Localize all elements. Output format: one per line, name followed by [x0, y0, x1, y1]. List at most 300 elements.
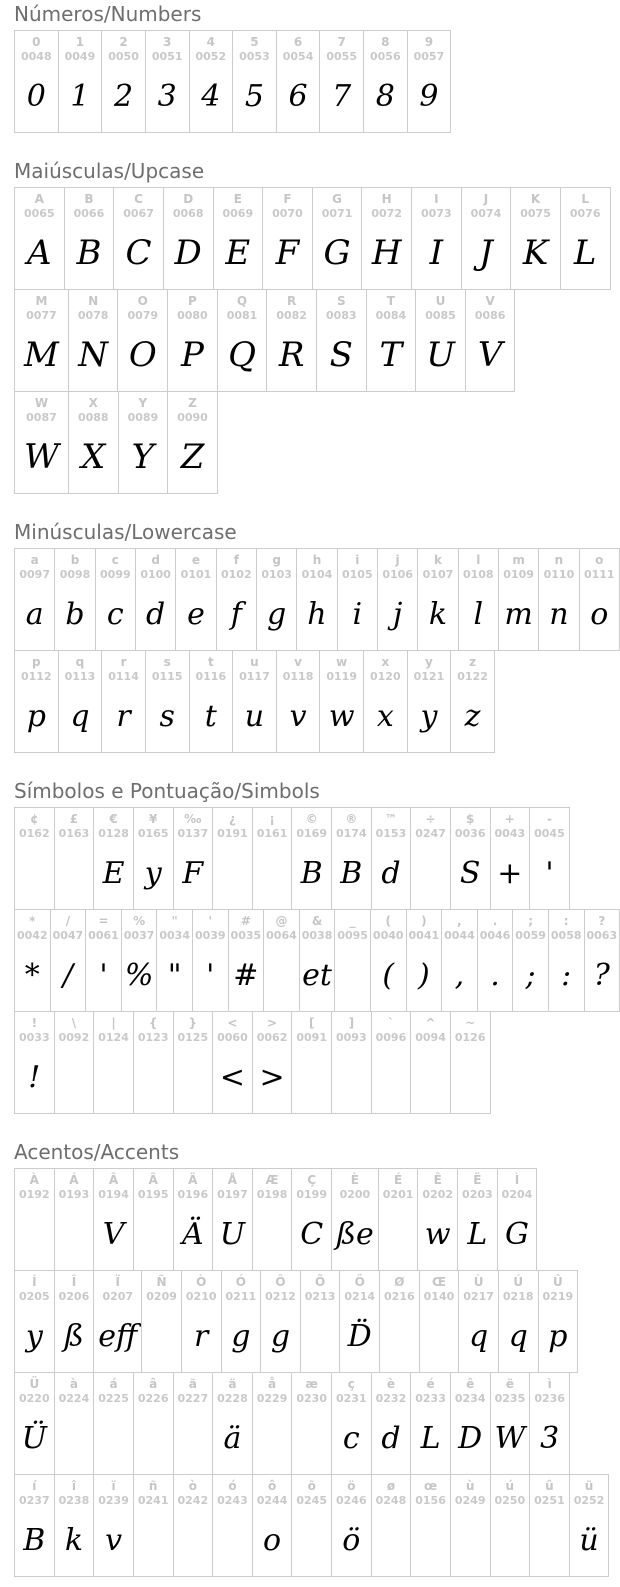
cell-char-label: ë: [506, 1377, 514, 1392]
cell-char-label: 8: [381, 35, 389, 50]
cell-glyph: ,: [455, 947, 465, 1003]
glyph-cell-0099: [95, 548, 136, 651]
cell-char-label: 3: [163, 35, 171, 50]
cell-char-label: 1: [76, 35, 84, 50]
cell-unicode-code: 0212: [265, 1290, 296, 1304]
cell-unicode-code: 0085: [425, 309, 456, 323]
cell-unicode-code: 0211: [226, 1290, 257, 1304]
cell-glyph: +: [497, 845, 522, 901]
cell-char-label: Ø: [394, 1275, 404, 1290]
cell-unicode-code: 0234: [455, 1392, 486, 1406]
cell-unicode-code: 0095: [337, 929, 368, 943]
glyph-cell-0211: [221, 1270, 262, 1373]
cell-char-label: =: [98, 914, 108, 929]
cell-char-label: Ê: [434, 1173, 442, 1188]
cell-char-label: e: [192, 553, 200, 568]
glyph-cell-0213: [300, 1270, 341, 1373]
cell-unicode-code: 0191: [217, 827, 248, 841]
cell-char-label: Ç: [307, 1173, 316, 1188]
cell-glyph: v: [290, 688, 307, 744]
cell-unicode-code: 0103: [261, 568, 292, 582]
cell-char-label: o: [595, 553, 603, 568]
cell-char-label: Œ: [432, 1275, 446, 1290]
glyph-cell-0049: [58, 30, 103, 133]
glyph-cell-0072: [361, 187, 412, 290]
glyph-cell-0042: [14, 909, 51, 1012]
cell-unicode-code: 0225: [98, 1392, 129, 1406]
cell-unicode-code: 0252: [574, 1494, 605, 1508]
section-title-lowercase: Minúsculas/Lowercase: [14, 520, 620, 544]
cell-unicode-code: 0210: [186, 1290, 217, 1304]
cell-glyph: 3: [540, 1410, 559, 1466]
cell-unicode-code: 0065: [24, 207, 55, 221]
glyph-cell-0249: [450, 1474, 491, 1577]
glyph-cell-0058: [548, 909, 585, 1012]
cell-char-label: T: [387, 294, 395, 309]
glyph-cell-0201: [378, 1168, 419, 1271]
glyph-cell-0226: [133, 1372, 174, 1475]
cell-char-label: V: [485, 294, 494, 309]
glyph-cell-0128: [93, 807, 134, 910]
cell-char-label: ä: [228, 1377, 236, 1392]
glyph-cell-0237: [14, 1474, 55, 1577]
glyph-cell-0092: [54, 1011, 95, 1114]
glyph-cell-0123: [133, 1011, 174, 1114]
cell-char-label: ,: [457, 914, 462, 929]
cell-glyph: A: [27, 225, 52, 281]
cell-glyph: k: [429, 586, 447, 642]
cell-glyph: D̈: [348, 1308, 372, 1364]
glyph-cell-0243: [212, 1474, 253, 1577]
glyph-cell-0140: [419, 1270, 460, 1373]
cell-glyph: ß: [64, 1308, 84, 1364]
cell-glyph: q: [70, 688, 89, 744]
cell-unicode-code: 0246: [336, 1494, 367, 1508]
cell-glyph: N: [78, 327, 108, 383]
cell-unicode-code: 0232: [376, 1392, 407, 1406]
cell-unicode-code: 0105: [342, 568, 373, 582]
cell-char-label: ]: [349, 1016, 354, 1031]
cell-unicode-code: 0102: [221, 568, 252, 582]
cell-char-label: Ü: [29, 1377, 39, 1392]
cell-unicode-code: 0096: [376, 1031, 407, 1045]
glyph-cell-0103: [256, 548, 297, 651]
cell-char-label: à: [70, 1377, 78, 1392]
cell-unicode-code: 0216: [384, 1290, 415, 1304]
cell-unicode-code: 0071: [322, 207, 353, 221]
cell-char-label: q: [76, 655, 85, 670]
cell-unicode-code: 0243: [217, 1494, 248, 1508]
cell-glyph: 6: [289, 68, 308, 124]
cell-unicode-code: 0200: [340, 1188, 371, 1202]
glyph-cell-0080: [167, 289, 218, 392]
glyph-cell-0245: [291, 1474, 332, 1577]
glyph-cell-0202: [417, 1168, 458, 1271]
cell-unicode-code: 0231: [336, 1392, 367, 1406]
cell-unicode-code: 0238: [59, 1494, 90, 1508]
glyph-cell-0191: [212, 807, 253, 910]
cell-unicode-code: 0203: [462, 1188, 493, 1202]
cell-glyph: p: [27, 688, 46, 744]
cell-unicode-code: 0106: [382, 568, 413, 582]
cell-glyph: >: [259, 1049, 284, 1105]
glyph-cell-0244: [252, 1474, 293, 1577]
cell-char-label: k: [434, 553, 442, 568]
glyph-cell-0066: [64, 187, 115, 290]
glyph-cell-0112: [14, 650, 59, 753]
glyph-cell-0236: [529, 1372, 570, 1475]
cell-char-label: 0: [32, 35, 40, 50]
cell-glyph: S: [330, 327, 353, 383]
cell-char-label: æ: [305, 1377, 318, 1392]
cell-unicode-code: 0193: [59, 1188, 90, 1202]
cell-char-label: 4: [207, 35, 215, 50]
cell-glyph: V: [478, 327, 503, 383]
glyph-cell-0093: [331, 1011, 372, 1114]
cell-glyph: 8: [376, 68, 395, 124]
cell-unicode-code: 0116: [196, 670, 227, 684]
cell-unicode-code: 0120: [370, 670, 401, 684]
cell-unicode-code: 0084: [376, 309, 407, 323]
cell-unicode-code: 0067: [123, 207, 154, 221]
cell-glyph: o: [263, 1512, 281, 1568]
cell-char-label: +: [505, 812, 515, 827]
glyph-cell-0115: [145, 650, 190, 753]
glyph-cell-0056: [363, 30, 408, 133]
glyph-cell-0200: [331, 1168, 379, 1271]
cell-char-label: ô: [268, 1479, 276, 1494]
cell-char-label: Í: [32, 1275, 36, 1290]
cell-glyph: M: [24, 327, 59, 383]
glyph-cell-0077: [14, 289, 69, 392]
glyph-cell-0044: [441, 909, 478, 1012]
glyph-cell-0076: [560, 187, 611, 290]
cell-glyph: U: [426, 327, 455, 383]
cell-unicode-code: 0036: [455, 827, 486, 841]
cell-glyph: Y: [132, 429, 154, 485]
cell-unicode-code: 0088: [78, 411, 109, 425]
glyph-row: [14, 30, 620, 133]
cell-unicode-code: 0195: [138, 1188, 169, 1202]
cell-unicode-code: 0101: [181, 568, 212, 582]
cell-unicode-code: 0092: [59, 1031, 90, 1045]
cell-glyph: c: [343, 1410, 360, 1466]
glyph-cell-0220: [14, 1372, 55, 1475]
glyph-cell-0156: [410, 1474, 451, 1577]
cell-char-label: 5: [250, 35, 258, 50]
cell-unicode-code: 0062: [257, 1031, 288, 1045]
cell-char-label: *: [29, 914, 35, 929]
cell-unicode-code: 0097: [19, 568, 50, 582]
cell-char-label: é: [426, 1377, 434, 1392]
cell-char-label: l: [476, 553, 480, 568]
glyph-cell-0083: [316, 289, 367, 392]
cell-unicode-code: 0110: [544, 568, 575, 582]
cell-char-label: Q: [237, 294, 247, 309]
glyph-cell-0122: [450, 650, 495, 753]
glyph-cell-0050: [101, 30, 146, 133]
glyph-cell-0039: [192, 909, 229, 1012]
glyph-cell-0212: [260, 1270, 301, 1373]
glyph-cell-0081: [217, 289, 268, 392]
cell-char-label: -: [547, 812, 552, 827]
cell-glyph: i: [352, 586, 362, 642]
cell-unicode-code: 0153: [376, 827, 407, 841]
cell-glyph: X: [81, 429, 105, 485]
cell-char-label: i: [355, 553, 359, 568]
glyph-cell-0084: [366, 289, 417, 392]
cell-glyph: ße: [336, 1206, 374, 1262]
cell-char-label: v: [294, 655, 302, 670]
cell-unicode-code: 0033: [19, 1031, 50, 1045]
cell-unicode-code: 0094: [415, 1031, 446, 1045]
cell-unicode-code: 0217: [463, 1290, 494, 1304]
glyph-cell-0207: [93, 1270, 142, 1373]
glyph-cell-0111: [579, 548, 620, 651]
cell-char-label: r: [121, 655, 127, 670]
cell-glyph: E: [225, 225, 250, 281]
glyph-cell-0086: [465, 289, 516, 392]
cell-unicode-code: 0053: [239, 50, 270, 64]
glyph-cell-0110: [538, 548, 579, 651]
glyph-cell-0210: [181, 1270, 222, 1373]
cell-char-label: K: [531, 192, 540, 207]
glyph-section-accents: [14, 1140, 620, 1577]
cell-glyph: F: [276, 225, 300, 281]
cell-char-label: n: [555, 553, 564, 568]
cell-glyph: J: [479, 225, 493, 281]
cell-char-label: û: [545, 1479, 554, 1494]
cell-glyph: f: [231, 586, 242, 642]
glyph-cell-0194: [93, 1168, 134, 1271]
glyph-cell-0095: [334, 909, 371, 1012]
cell-glyph: u: [245, 688, 264, 744]
cell-glyph: g: [271, 1308, 290, 1364]
cell-unicode-code: 0043: [495, 827, 526, 841]
glyph-cell-0064: [263, 909, 300, 1012]
cell-char-label: }: [189, 1016, 198, 1031]
glyph-cell-0036: [450, 807, 491, 910]
cell-char-label: ÷: [426, 812, 436, 827]
glyph-cell-0192: [14, 1168, 55, 1271]
glyph-cell-0057: [407, 30, 452, 133]
glyph-cell-0100: [135, 548, 176, 651]
cell-char-label: R: [287, 294, 296, 309]
cell-char-label: ™: [385, 812, 397, 827]
cell-char-label: L: [581, 192, 589, 207]
glyph-cell-0038: [299, 909, 336, 1012]
cell-unicode-code: 0242: [178, 1494, 209, 1508]
cell-char-label: Õ: [315, 1275, 325, 1290]
cell-glyph: F: [182, 845, 203, 901]
glyph-cell-0063: [584, 909, 620, 1012]
cell-unicode-code: 0194: [98, 1188, 129, 1202]
cell-glyph: ;: [526, 947, 536, 1003]
cell-char-label: X: [89, 396, 98, 411]
cell-char-label: Ò: [196, 1275, 206, 1290]
glyph-cell-0124: [93, 1011, 134, 1114]
glyph-cell-0088: [68, 391, 119, 494]
cell-char-label: N: [88, 294, 98, 309]
cell-unicode-code: 0125: [178, 1031, 209, 1045]
cell-unicode-code: 0099: [100, 568, 131, 582]
cell-glyph: *: [25, 947, 40, 1003]
cell-unicode-code: 0051: [152, 50, 183, 64]
glyph-cell-0059: [512, 909, 549, 1012]
glyph-row: [14, 187, 620, 290]
cell-char-label: Ï: [116, 1275, 120, 1290]
cell-glyph: n: [549, 586, 568, 642]
cell-char-label: Ì: [515, 1173, 519, 1188]
cell-unicode-code: 0237: [19, 1494, 50, 1508]
glyph-cell-0054: [276, 30, 321, 133]
cell-glyph: H: [372, 225, 402, 281]
cell-unicode-code: 0112: [21, 670, 52, 684]
glyph-cell-0046: [477, 909, 514, 1012]
glyph-cell-0078: [68, 289, 119, 392]
cell-char-label: í: [32, 1479, 36, 1494]
glyph-cell-0035: [228, 909, 265, 1012]
cell-glyph: Z: [181, 429, 205, 485]
cell-unicode-code: 0114: [108, 670, 139, 684]
glyph-cell-0228: [212, 1372, 253, 1475]
cell-unicode-code: 0098: [60, 568, 91, 582]
cell-glyph: 1: [70, 68, 89, 124]
cell-char-label: >: [267, 1016, 277, 1031]
glyph-cell-0199: [291, 1168, 332, 1271]
cell-char-label: D: [183, 192, 193, 207]
cell-char-label: |: [111, 1016, 115, 1031]
cell-unicode-code: 0068: [173, 207, 204, 221]
cell-char-label: C: [134, 192, 143, 207]
glyph-row: [14, 1474, 620, 1577]
glyph-cell-0137: [173, 807, 214, 910]
glyph-row: [14, 1168, 620, 1271]
cell-char-label: Y: [139, 396, 148, 411]
cell-glyph: 0: [27, 68, 46, 124]
cell-unicode-code: 0035: [231, 929, 262, 943]
cell-char-label: õ: [308, 1479, 316, 1494]
cell-glyph: D: [458, 1410, 482, 1466]
glyph-cell-0053: [232, 30, 277, 133]
cell-unicode-code: 0061: [88, 929, 119, 943]
cell-unicode-code: 0054: [283, 50, 314, 64]
cell-glyph: ü: [579, 1512, 598, 1568]
cell-glyph: /: [63, 947, 73, 1003]
glyph-cell-0089: [118, 391, 169, 494]
cell-char-label: ñ: [149, 1479, 158, 1494]
glyph-cell-0250: [490, 1474, 531, 1577]
glyph-cell-0052: [189, 30, 234, 133]
glyph-cell-0217: [458, 1270, 499, 1373]
cell-char-label: !: [32, 1016, 37, 1031]
glyph-cell-0119: [319, 650, 364, 753]
cell-unicode-code: 0058: [551, 929, 582, 943]
glyph-cell-0242: [173, 1474, 214, 1577]
cell-char-label: G: [332, 192, 342, 207]
glyph-cell-0041: [406, 909, 443, 1012]
cell-unicode-code: 0056: [370, 50, 401, 64]
cell-unicode-code: 0220: [19, 1392, 50, 1406]
cell-unicode-code: 0063: [586, 929, 617, 943]
glyph-cell-0090: [167, 391, 218, 494]
cell-char-label: ©: [306, 812, 318, 827]
cell-glyph: eff: [98, 1308, 137, 1364]
cell-char-label: ú: [506, 1479, 515, 1494]
cell-char-label: ü: [585, 1479, 594, 1494]
cell-char-label: H: [382, 192, 392, 207]
cell-unicode-code: 0140: [424, 1290, 455, 1304]
glyph-cell-0214: [339, 1270, 380, 1373]
cell-char-label: É: [394, 1173, 402, 1188]
section-title-numbers: Números/Numbers: [14, 2, 620, 26]
cell-unicode-code: 0239: [98, 1494, 129, 1508]
cell-char-label: ø: [387, 1479, 395, 1494]
cell-unicode-code: 0227: [178, 1392, 209, 1406]
cell-unicode-code: 0249: [455, 1494, 486, 1508]
cell-char-label: z: [469, 655, 476, 670]
cell-glyph: B: [340, 845, 362, 901]
cell-glyph: et: [302, 947, 332, 1003]
glyph-row: [14, 1270, 620, 1373]
cell-glyph: r: [116, 688, 130, 744]
cell-glyph: a: [26, 586, 44, 642]
cell-char-label: ?: [598, 914, 605, 929]
cell-char-label: m: [512, 553, 525, 568]
section-title-upcase: Maiúsculas/Upcase: [14, 159, 620, 183]
cell-char-label: w: [336, 655, 347, 670]
cell-glyph: t: [205, 688, 217, 744]
glyph-cell-0101: [175, 548, 216, 651]
glyph-cell-0218: [498, 1270, 539, 1373]
glyph-cell-0120: [363, 650, 408, 753]
cell-unicode-code: 0072: [371, 207, 402, 221]
cell-unicode-code: 0070: [272, 207, 303, 221]
cell-glyph: d: [381, 1410, 400, 1466]
cell-char-label: Ë: [473, 1173, 481, 1188]
cell-glyph: y: [420, 688, 437, 744]
cell-glyph: (: [382, 947, 394, 1003]
cell-unicode-code: 0224: [59, 1392, 90, 1406]
cell-char-label: [: [309, 1016, 314, 1031]
cell-unicode-code: 0111: [584, 568, 615, 582]
glyph-cell-0040: [370, 909, 407, 1012]
cell-glyph: v: [105, 1512, 122, 1568]
cell-char-label: Û: [553, 1275, 563, 1290]
glyph-cell-0055: [319, 30, 364, 133]
cell-char-label: ®: [345, 812, 357, 827]
cell-unicode-code: 0209: [146, 1290, 177, 1304]
cell-unicode-code: 0236: [534, 1392, 565, 1406]
cell-unicode-code: 0233: [415, 1392, 446, 1406]
cell-unicode-code: 0040: [373, 929, 404, 943]
cell-glyph: k: [65, 1512, 83, 1568]
glyph-cell-0227: [173, 1372, 214, 1475]
glyph-cell-0113: [58, 650, 103, 753]
cell-char-label: ^: [426, 1016, 436, 1031]
glyph-cell-0114: [101, 650, 146, 753]
cell-unicode-code: 0247: [415, 827, 446, 841]
cell-char-label: 6: [294, 35, 302, 50]
glyph-cell-0107: [417, 548, 458, 651]
cell-unicode-code: 0126: [455, 1031, 486, 1045]
glyph-cell-0102: [216, 548, 257, 651]
glyph-cell-0205: [14, 1270, 55, 1373]
cell-unicode-code: 0156: [415, 1494, 446, 1508]
glyph-cell-0062: [252, 1011, 293, 1114]
cell-char-label: Ô: [275, 1275, 285, 1290]
cell-unicode-code: 0119: [326, 670, 357, 684]
